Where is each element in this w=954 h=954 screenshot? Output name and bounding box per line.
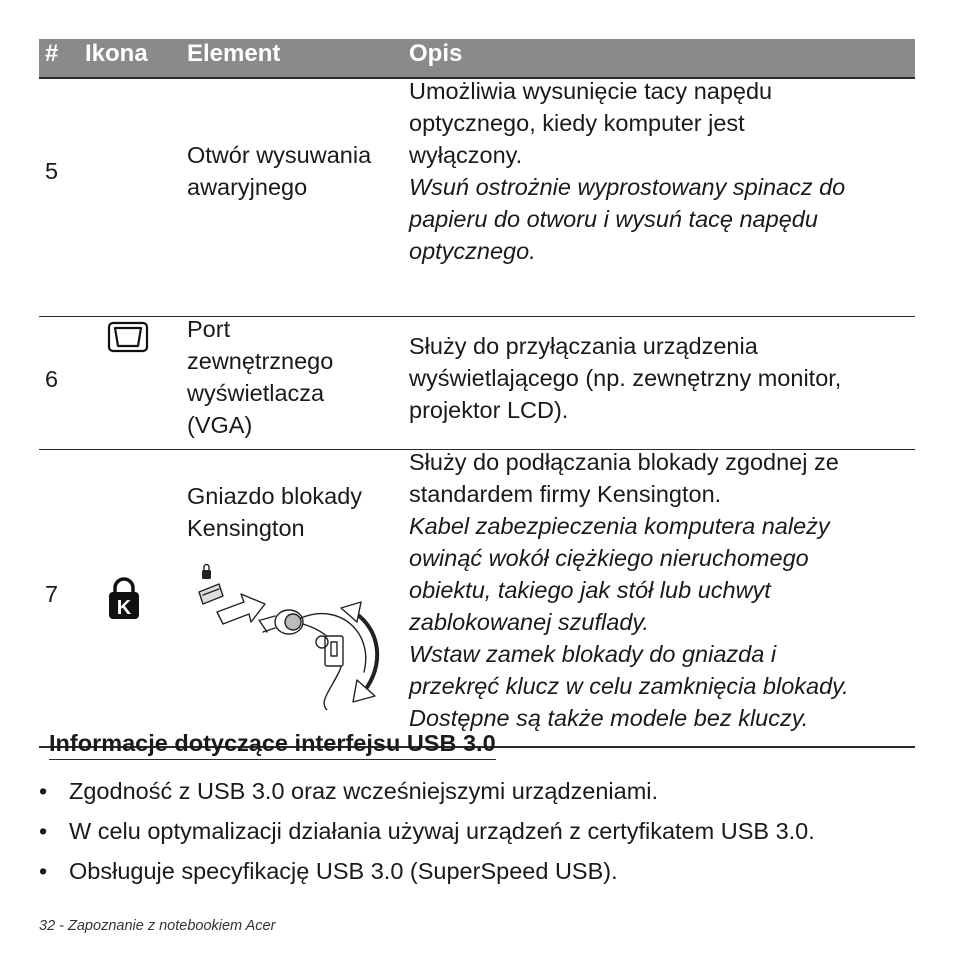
element-description	[409, 75, 919, 267]
description-note-line: owinąć wokół ciężkiego nieruchomego	[409, 545, 809, 571]
description-note-line: Dostępne są także modele bez kluczy.	[409, 705, 809, 731]
description-line: optycznego, kiedy komputer jest	[409, 110, 745, 136]
description-line: Umożliwia wysunięcie tacy napędu	[409, 78, 773, 104]
description-line: wyłączony.	[409, 142, 523, 168]
kensington-lock-illustration	[189, 562, 389, 718]
section-heading: Informacje dotyczące interfejsu USB 3.0	[49, 728, 496, 760]
row-number: 6	[45, 366, 59, 392]
element-name-line: Port	[187, 316, 231, 342]
row-number: 7	[45, 581, 59, 607]
description-line: projektor LCD).	[409, 397, 569, 423]
description-note-line: Kabel zabezpieczenia komputera należy	[409, 513, 830, 539]
element-name	[187, 313, 402, 441]
element-description	[409, 330, 919, 426]
svg-text:K: K	[116, 597, 132, 619]
element-name-line: (VGA)	[187, 412, 253, 438]
element-name-line: zewnętrznego	[187, 348, 334, 374]
element-name-line: Otwór wysuwania	[187, 142, 372, 168]
table-header	[39, 39, 915, 79]
element-name-line: wyświetlacza	[187, 380, 325, 406]
bullet-icon: •	[39, 858, 48, 884]
header-num: #	[45, 40, 59, 67]
description-note-line: optycznego.	[409, 238, 536, 264]
description-note-line: papieru do otworu i wysuń tacę napędu	[409, 206, 818, 232]
list-item-text: Obsługuje specyfikację USB 3.0 (SuperSpeed USB).	[69, 858, 618, 884]
description-note-line: zablokowanej szuflady.	[409, 609, 649, 635]
element-name-line: Gniazdo blokady	[187, 483, 363, 509]
header-icon: Ikona	[85, 40, 148, 67]
description-line: wyświetlającego (np. zewnętrzny monitor,	[409, 365, 842, 391]
page-footer: 32 - Zapoznanie z notebookiem Acer	[39, 918, 276, 934]
description-line: Służy do podłączania blokady zgodnej ze	[409, 449, 839, 475]
bullet-icon: •	[39, 818, 48, 844]
description-note-line: obiektu, takiego jak stół lub uchwyt	[409, 577, 771, 603]
row-number: 5	[45, 158, 59, 184]
bullet-icon: •	[39, 778, 48, 804]
header-description: Opis	[409, 40, 463, 67]
element-description	[409, 446, 919, 734]
list-item-text: Zgodność z USB 3.0 oraz wcześniejszymi urządzeniami.	[69, 778, 659, 804]
kensington-lock-icon	[107, 577, 141, 629]
element-name	[187, 139, 402, 203]
spec-table	[39, 39, 915, 748]
element-name-line: awaryjnego	[187, 174, 308, 200]
element-name	[187, 480, 402, 544]
description-note-line: Wstaw zamek blokady do gniazda i	[409, 641, 777, 667]
table-row	[39, 317, 915, 450]
description-line: standardem firmy Kensington.	[409, 481, 722, 507]
description-note-line: przekręć klucz w celu zamknięcia blokady.	[409, 673, 849, 699]
vga-port-icon	[107, 321, 151, 361]
header-element: Element	[187, 40, 281, 67]
description-line: Służy do przyłączania urządzenia	[409, 333, 758, 359]
element-name-line: Kensington	[187, 515, 305, 541]
table-row	[39, 450, 915, 748]
table-row	[39, 79, 915, 317]
list-item-text: W celu optymalizacji działania używaj urządzeń z certyfikatem USB 3.0.	[69, 818, 815, 844]
description-note-line: Wsuń ostrożnie wyprostowany spinacz do	[409, 174, 846, 200]
